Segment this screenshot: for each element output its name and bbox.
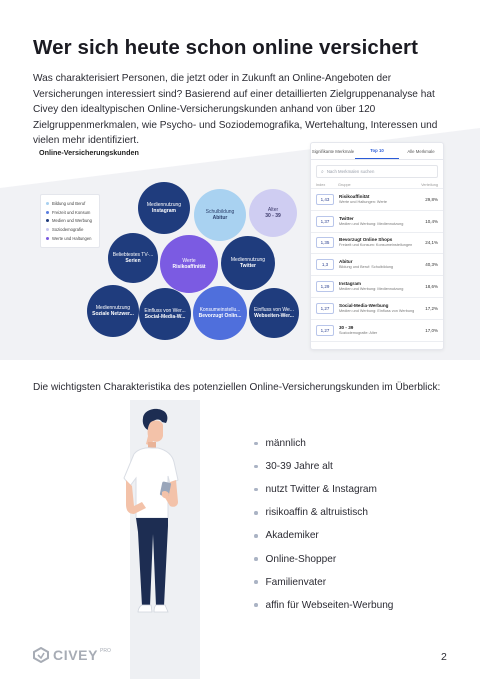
feature-percentage: 40,3%: [425, 262, 438, 268]
bubble-category: Alter: [267, 206, 279, 213]
logo-suffix: PRO: [100, 648, 111, 654]
feature-name: Social-Media-Werbung: [339, 302, 389, 308]
search-placeholder: Nach Merkmalen suchen: [326, 169, 375, 174]
feature-row[interactable]: [311, 189, 443, 211]
feature-text: [334, 237, 418, 248]
legend-label: Werte und Haltungen: [52, 236, 92, 242]
trait-label: Akademiker: [265, 530, 319, 542]
bubble-value: Serien: [125, 258, 141, 264]
feature-index: 1,27: [316, 325, 334, 336]
bubble-category: Mediennutzung: [95, 304, 131, 311]
legend-item: [46, 217, 94, 226]
feature-text: [334, 325, 418, 336]
legend-label: Soziodemografie: [52, 227, 84, 233]
chart-bubble[interactable]: [193, 286, 247, 340]
feature-percentage: 17,0%: [425, 327, 438, 333]
page-title: Wer sich heute schon online versichert: [33, 36, 419, 59]
feature-panel: [310, 142, 444, 350]
bubble-category: Schulbildung: [205, 208, 235, 215]
trait-item: [254, 501, 393, 524]
chart-bubble[interactable]: [221, 236, 275, 290]
bullet-icon: [254, 488, 258, 492]
bubble-category: Einfluss von Wer...: [144, 307, 186, 314]
feature-name: Twitter: [339, 215, 354, 221]
feature-name: Bevorzugt Online Shops: [339, 237, 393, 243]
feature-category: Soziodemografie: Alter: [339, 330, 378, 335]
search-input[interactable]: [316, 165, 438, 178]
feature-index: 1,29: [316, 281, 334, 292]
section-subheading: Die wichtigsten Charakteristika des potenziellen Online-Versicherungskunden im Überblick:: [33, 382, 441, 393]
person-illustration: [108, 406, 203, 646]
trait-label: männlich: [265, 438, 306, 450]
civey-logo: [33, 646, 111, 664]
bullet-icon: [254, 603, 258, 607]
feature-name: Instagram: [339, 281, 361, 287]
trait-item: [254, 524, 393, 547]
feature-name: Abitur: [339, 259, 353, 265]
legend-item: [46, 199, 94, 208]
trait-label: risikoaffin & altruistisch: [265, 507, 368, 519]
bullet-icon: [254, 534, 258, 538]
background-shape-bottom: [0, 400, 480, 679]
bubble-value: Twitter: [239, 263, 257, 269]
legend-label: Medien und Werbung: [52, 218, 92, 224]
tab-significant[interactable]: Signifikante Merkmale: [311, 148, 355, 154]
legend-dot: [46, 237, 49, 240]
feature-percentage: 10,4%: [425, 218, 438, 224]
feature-index: 1,27: [316, 303, 334, 314]
chart-bubble[interactable]: [160, 235, 218, 293]
chart-bubble[interactable]: [108, 233, 158, 283]
bullet-icon: [254, 442, 258, 446]
column-headers: [311, 182, 443, 189]
page-number: 2: [441, 651, 447, 663]
intro-paragraph: Was charakterisiert Personen, die jetzt oder in Zukunft an Online-Angeboten der Versicherungen interessiert sind? Basierend auf einer detaillierten Zielgruppenanalyse hat Civey den idealtypischen Online-Versicherungskunden anhand von über 120 Zielgruppenmerkmalen, wie Psycho- und Soziodemografika, Wertehaltung, Interessen und vielen mehr identifiziert.: [33, 73, 438, 146]
legend-item: [46, 208, 94, 217]
feature-name: Risikoaffinität: [339, 193, 370, 199]
legend-dot: [46, 219, 49, 222]
feature-row[interactable]: [311, 211, 443, 233]
feature-category: Werte und Haltungen: Werte: [339, 199, 387, 204]
bubble-category: Werte: [182, 257, 196, 264]
feature-row[interactable]: [311, 254, 443, 276]
trait-item: [254, 432, 393, 455]
legend-dot: [46, 228, 49, 231]
trait-label: 30-39 Jahre alt: [265, 461, 333, 473]
bubble-category: Beliebtestes TV-...: [112, 251, 154, 258]
trait-label: nutzt Twitter & Instagram: [265, 484, 377, 496]
chart-bubble[interactable]: [249, 189, 297, 237]
panel-tabs: [311, 143, 443, 160]
trait-item: [254, 455, 393, 478]
bullet-icon: [254, 580, 258, 584]
chart-bubble[interactable]: [249, 288, 299, 338]
civey-logo-icon: [33, 647, 49, 663]
bubble-value: Abitur: [212, 215, 228, 221]
bullet-icon: [254, 511, 258, 515]
feature-text: [334, 281, 418, 292]
legend-item: [46, 234, 94, 243]
feature-row[interactable]: [311, 276, 443, 298]
bubble-value: Instagram: [152, 208, 176, 214]
bubble-value: Webseiten-Wer...: [254, 313, 294, 319]
feature-category: Bildung und Beruf: Schulbildung: [339, 265, 394, 270]
chart-title: Online-Versicherungskunden: [39, 148, 139, 157]
legend-dot: [46, 202, 49, 205]
bubble-value: 30 - 39: [265, 213, 281, 219]
column-index: Index: [316, 183, 326, 187]
trait-item: [254, 547, 393, 570]
feature-text: [334, 216, 418, 227]
tab-all[interactable]: Alle Merkmale: [407, 148, 435, 154]
feature-percentage: 18,6%: [425, 284, 438, 290]
feature-text: [334, 303, 418, 314]
trait-label: Online-Shopper: [265, 553, 337, 565]
bubble-value: Bevorzugt Onlin...: [198, 313, 242, 319]
legend-label: Bildung und Beruf: [52, 200, 86, 206]
traits-list: [254, 432, 393, 617]
logo-wordmark: CIVEY: [53, 647, 99, 663]
feature-percentage: 29,8%: [425, 196, 438, 202]
bubble-category: Konsumeinstellu...: [199, 306, 241, 313]
column-group: Gruppe: [338, 183, 351, 187]
bubble-value: Social-Media-W...: [144, 314, 186, 320]
trait-label: Familienvater: [265, 576, 327, 588]
bubble-category: Mediennutzung: [146, 201, 182, 208]
feature-percentage: 24,1%: [425, 240, 438, 246]
bubble-chart: [38, 142, 308, 357]
feature-index: 1,35: [316, 237, 334, 248]
chart-bubble[interactable]: [87, 285, 139, 337]
bubble-value: Risikoaffinität: [172, 264, 206, 270]
feature-row[interactable]: [311, 233, 443, 255]
feature-category: Medien und Werbung: Mediennutzung: [339, 221, 404, 226]
trait-item: [254, 478, 393, 501]
trait-label: affin für Webseiten-Werbung: [265, 599, 394, 611]
feature-category: Medien und Werbung: Mediennutzung: [339, 287, 404, 292]
feature-row[interactable]: [311, 298, 443, 320]
trait-item: [254, 571, 393, 594]
feature-text: [334, 259, 418, 270]
feature-row[interactable]: [311, 320, 443, 342]
feature-text: [334, 194, 418, 205]
bubble-value: Soziale Netzwer...: [92, 311, 134, 317]
chart-bubble[interactable]: [139, 288, 191, 340]
chart-legend: [40, 194, 100, 248]
feature-list: [311, 189, 443, 342]
bubble-category: Einfluss von We...: [254, 306, 294, 313]
bullet-icon: [254, 465, 258, 469]
feature-index: 1,37: [316, 216, 334, 227]
chart-bubble[interactable]: [194, 189, 246, 241]
feature-category: Medien und Werbung: Einfluss von Werbung: [339, 308, 415, 313]
bubble-category: Mediennutzung: [230, 256, 266, 263]
tab-top10[interactable]: Top 10: [355, 143, 399, 159]
feature-name: 30 - 39: [339, 324, 354, 330]
feature-index: 1,43: [316, 194, 334, 205]
legend-item: [46, 225, 94, 234]
chart-bubble[interactable]: [138, 182, 190, 234]
legend-label: Freizeit und Konsum: [52, 209, 91, 215]
search-icon: ⌕: [321, 168, 324, 175]
trait-item: [254, 594, 393, 617]
feature-index: 1,3: [316, 259, 334, 270]
column-distribution: Verteilung: [421, 183, 438, 187]
feature-category: Freizeit und Konsum: Konsumeinstellungen: [339, 243, 413, 248]
bullet-icon: [254, 557, 258, 561]
feature-percentage: 17,2%: [425, 305, 438, 311]
legend-dot: [46, 211, 49, 214]
